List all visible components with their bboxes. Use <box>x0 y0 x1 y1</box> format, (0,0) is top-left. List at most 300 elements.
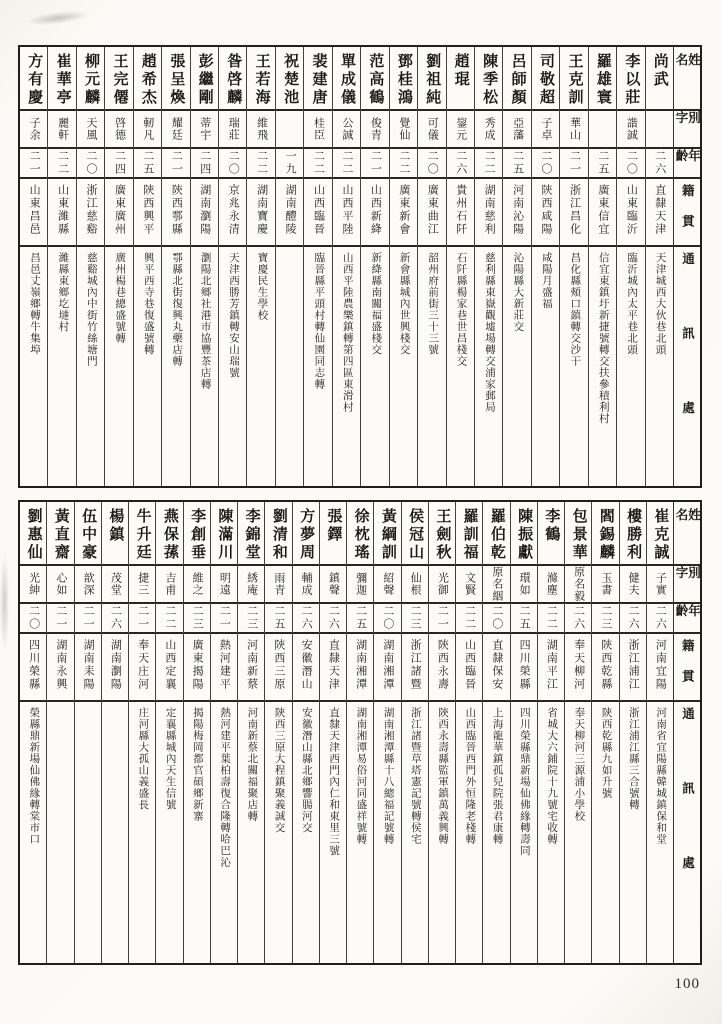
entry-name: 陳滿川 <box>216 508 233 562</box>
entry-native: 河南沁陽 <box>511 184 524 236</box>
entry-age: 二二 <box>483 150 496 176</box>
entry-name: 黃綱訓 <box>379 508 396 562</box>
entry-address-cell <box>134 247 161 486</box>
entry-name-cell <box>347 502 373 566</box>
header-native-place-cell <box>674 179 700 247</box>
entry-age-cell <box>247 149 274 179</box>
entry-age: 二二 <box>312 150 325 176</box>
header-age-cell <box>674 604 700 634</box>
entry-name-cell <box>447 47 474 111</box>
entry-age: 二五 <box>354 605 367 631</box>
entry-age: 二六 <box>327 605 340 631</box>
header-courtesy-label: 別字 <box>674 111 700 131</box>
entry-address: 咸陽月盛福 <box>540 252 552 310</box>
entry-native: 廣東新會 <box>397 184 410 236</box>
entry-age-cell <box>48 149 75 179</box>
entry-courtesy-cell <box>483 566 509 604</box>
entry-age: 二〇 <box>540 150 553 176</box>
entry-column <box>190 47 218 486</box>
entry-native: 廣東揭陽 <box>191 639 204 691</box>
entry-name-cell <box>247 47 274 111</box>
entry-native-cell <box>265 634 291 702</box>
entry-address: 新會縣城內世興棧交 <box>398 252 410 356</box>
entry-courtesy: 俊青 <box>369 117 382 141</box>
entry-address-cell <box>162 247 189 486</box>
entry-age: 二二 <box>397 150 410 176</box>
entry-address-cell <box>511 702 537 963</box>
entry-native-cell <box>565 634 591 702</box>
entry-courtesy-cell <box>20 566 46 604</box>
entry-courtesy-cell <box>429 566 455 604</box>
entry-age: 二三 <box>599 605 612 631</box>
entry-name-cell <box>134 47 161 111</box>
entry-age-cell <box>265 604 291 634</box>
entry-address-cell <box>617 247 644 486</box>
entry-native-cell <box>532 179 559 247</box>
entry-courtesy-cell <box>361 111 388 149</box>
entry-address: 陝西乾縣九如升號 <box>600 707 612 799</box>
entry-courtesy-cell <box>592 566 618 604</box>
entry-name-cell <box>102 502 128 566</box>
entry-native-cell <box>134 179 161 247</box>
entry-age: 二二 <box>463 605 476 631</box>
entry-age: 二一 <box>436 605 449 631</box>
entry-column <box>531 47 559 486</box>
entry-courtesy-cell <box>238 566 264 604</box>
entry-courtesy: 瑞莊 <box>227 117 240 141</box>
entry-native-cell <box>483 634 509 702</box>
entry-column <box>588 47 616 486</box>
entry-name: 王若海 <box>253 53 270 107</box>
header-name-cell <box>674 47 700 111</box>
entry-age: 二二 <box>56 150 69 176</box>
entry-name: 牛升廷 <box>134 508 151 562</box>
entry-native: 山東濰縣 <box>56 184 69 236</box>
entry-name-cell <box>184 502 210 566</box>
entry-native-cell <box>418 179 445 247</box>
entry-name-cell <box>47 502 73 566</box>
entry-native-cell <box>620 634 646 702</box>
entry-age-cell <box>532 149 559 179</box>
entry-courtesy: 蒂宇 <box>198 117 211 141</box>
entry-courtesy: 綉庵 <box>245 572 258 596</box>
header-native-place-label: 籍貫 <box>680 639 695 700</box>
entry-name-cell <box>511 502 537 566</box>
entry-courtesy-cell <box>48 111 75 149</box>
entry-courtesy: 雨青 <box>272 572 285 596</box>
entry-column <box>292 502 319 963</box>
entry-column <box>183 502 210 963</box>
entry-address-cell <box>265 702 291 963</box>
entry-column <box>246 47 274 486</box>
entry-column <box>101 502 128 963</box>
entry-name-cell <box>320 502 346 566</box>
entry-age: 二六 <box>109 605 122 631</box>
entry-name: 趙希杰 <box>139 53 156 107</box>
entry-courtesy: 文賢 <box>463 572 476 596</box>
entry-name-cell <box>20 502 46 566</box>
entry-native-cell <box>447 179 474 247</box>
entry-name: 裴建唐 <box>310 53 327 107</box>
entry-age-cell <box>565 604 591 634</box>
entry-age: 二三 <box>409 605 422 631</box>
entry-column <box>564 502 591 963</box>
entry-age-cell <box>47 604 73 634</box>
header-address-label: 通訊處 <box>680 252 695 476</box>
entry-age: 二五 <box>596 150 609 176</box>
entry-name-cell <box>503 47 530 111</box>
entry-age-cell <box>320 604 346 634</box>
entry-column <box>619 502 646 963</box>
entry-address: 山西臨晉西門外恒隆老棧轉 <box>464 707 476 845</box>
entry-age-cell <box>511 604 537 634</box>
entry-courtesy: 覺仙 <box>397 117 410 141</box>
entry-courtesy: 子卓 <box>540 117 553 141</box>
entry-name: 楊鎮 <box>107 508 124 544</box>
entry-age-cell <box>456 604 482 634</box>
entry-name: 方有慶 <box>26 53 43 107</box>
entry-address: 臨晉縣平頭村轉仙園同志轉 <box>313 252 325 390</box>
entry-address-cell <box>129 702 155 963</box>
entry-native: 陝西永壽 <box>436 639 449 691</box>
header-address-cell <box>674 247 700 486</box>
entry-name-cell <box>238 502 264 566</box>
entry-native-cell <box>219 179 246 247</box>
entry-age: 二三 <box>191 605 204 631</box>
entry-native: 湖南永興 <box>54 639 67 691</box>
entry-column <box>591 502 618 963</box>
entry-native-cell <box>647 634 673 702</box>
entry-address-cell <box>276 247 303 486</box>
entry-native-cell <box>511 634 537 702</box>
entry-column <box>646 502 673 963</box>
entry-native-cell <box>162 179 189 247</box>
entry-name-cell <box>617 47 644 111</box>
entry-name-cell <box>589 47 616 111</box>
entry-name-cell <box>538 502 564 566</box>
entry-native: 山西定襄 <box>163 639 176 691</box>
entry-native: 浙江諸暨 <box>409 639 422 691</box>
entry-courtesy-cell <box>304 111 331 149</box>
entry-native: 山西臨晉 <box>312 184 325 236</box>
entry-courtesy: 吉甫 <box>163 572 176 596</box>
entry-address: 山西平陸農樂鎮轉第四區東滑村 <box>341 252 353 413</box>
entry-name-cell <box>77 47 104 111</box>
entry-native-cell <box>475 179 502 247</box>
entry-native-cell <box>402 634 428 702</box>
entry-name-cell <box>75 502 101 566</box>
entry-courtesy: 捷三 <box>136 572 149 596</box>
entry-name-cell <box>620 502 646 566</box>
entry-age-cell <box>429 604 455 634</box>
entry-name-cell <box>475 47 502 111</box>
entry-address-cell <box>247 247 274 486</box>
header-address-label: 通訊處 <box>680 707 695 931</box>
entry-address: 揭陽梅岡都官碩鄉新寨 <box>191 707 203 822</box>
entry-native: 湖南瀏陽 <box>198 184 211 236</box>
entry-address-cell <box>105 247 132 486</box>
entry-name-cell <box>129 502 155 566</box>
entry-native-cell <box>538 634 564 702</box>
entry-address: 四川榮縣鼎新場仙佛緣轉壽同 <box>518 707 530 857</box>
entry-courtesy-cell <box>102 566 128 604</box>
entry-courtesy-cell <box>320 566 346 604</box>
entry-address-cell <box>565 702 591 963</box>
entry-name: 包景華 <box>570 508 587 562</box>
entry-address: 河南新蔡北關福聚店轉 <box>246 707 258 822</box>
entry-name-cell <box>276 47 303 111</box>
entry-native-cell <box>592 634 618 702</box>
entry-age: 二二 <box>545 605 558 631</box>
entry-name-cell <box>402 502 428 566</box>
entry-courtesy: 明遠 <box>218 572 231 596</box>
entry-name-cell <box>156 502 182 566</box>
entry-address-cell <box>347 702 373 963</box>
entry-courtesy-cell <box>456 566 482 604</box>
entry-courtesy: 公誠 <box>340 117 353 141</box>
entry-courtesy-cell <box>475 111 502 149</box>
entry-address-cell <box>238 702 264 963</box>
entry-name: 尚武 <box>651 53 668 89</box>
entry-courtesy: 健夫 <box>627 572 640 596</box>
entry-native-cell <box>320 634 346 702</box>
entry-native: 奉天庄河 <box>136 639 149 691</box>
entry-age: 二〇 <box>381 605 394 631</box>
entry-column <box>104 47 132 486</box>
entry-native-cell <box>646 179 673 247</box>
entry-age-cell <box>129 604 155 634</box>
entry-name: 李鶴 <box>543 508 560 544</box>
entry-column <box>303 47 331 486</box>
entry-courtesy-cell <box>47 566 73 604</box>
entry-native-cell <box>247 179 274 247</box>
entry-courtesy-cell <box>402 566 428 604</box>
entry-column <box>346 502 373 963</box>
header-name-cell <box>674 502 700 566</box>
entry-courtesy-cell <box>390 111 417 149</box>
entry-column <box>210 502 237 963</box>
entry-courtesy-cell <box>184 566 210 604</box>
entry-age: 二一 <box>170 150 183 176</box>
entry-courtesy-cell <box>191 111 218 149</box>
entry-address-cell <box>483 702 509 963</box>
entry-column <box>417 47 445 486</box>
entry-column <box>428 502 455 963</box>
entry-courtesy-cell <box>503 111 530 149</box>
entry-name: 劉惠仙 <box>25 508 42 562</box>
entry-age: 二一 <box>369 150 382 176</box>
entry-age-cell <box>361 149 388 179</box>
entry-courtesy-cell <box>105 111 132 149</box>
entry-name: 范高鶴 <box>367 53 384 107</box>
entry-name: 崔克誠 <box>652 508 669 562</box>
entry-name: 昝啓麟 <box>225 53 242 107</box>
header-native-place-cell <box>674 634 700 702</box>
entry-native-cell <box>156 634 182 702</box>
entry-column <box>360 47 388 486</box>
entry-address: 奉天柳河三源浦小學校 <box>573 707 585 822</box>
entry-name-cell <box>105 47 132 111</box>
entry-column <box>319 502 346 963</box>
entry-native: 直隸天津 <box>653 184 666 236</box>
entry-column <box>46 502 73 963</box>
entry-age: 一九 <box>284 150 297 176</box>
entry-name: 柳元麟 <box>83 53 100 107</box>
entry-native: 河南新蔡 <box>245 639 258 691</box>
entry-native-cell <box>102 634 128 702</box>
entry-address: 石阡縣楊家巷世昌棧交 <box>455 252 467 367</box>
entry-native-cell <box>560 179 587 247</box>
entry-address: 河南省宜陽縣韓城鎮保和堂 <box>655 707 667 845</box>
entry-native: 湖南瀏陽 <box>109 639 122 691</box>
entry-address-cell <box>592 702 618 963</box>
entry-native: 湖南慈利 <box>483 184 496 236</box>
entry-column <box>128 502 155 963</box>
entry-courtesy: 原名毅 <box>572 566 585 602</box>
entry-age-cell <box>538 604 564 634</box>
entry-name: 李以莊 <box>623 53 640 107</box>
entry-name-cell <box>565 502 591 566</box>
entry-age: 二一 <box>568 150 581 176</box>
entry-name-cell <box>646 47 673 111</box>
entry-courtesy-cell <box>129 566 155 604</box>
register-sheet <box>18 45 702 965</box>
entry-name: 侯冠山 <box>407 508 424 562</box>
entry-name-cell <box>429 502 455 566</box>
entry-age: 二六 <box>300 605 313 631</box>
entry-native-cell <box>47 634 73 702</box>
entry-courtesy: 鋆元 <box>454 117 467 141</box>
entry-native: 浙江慈谿 <box>85 184 98 236</box>
entry-age: 二〇 <box>490 605 503 631</box>
entry-native: 湖南醴陵 <box>284 184 297 236</box>
entry-native-cell <box>333 179 360 247</box>
entry-column <box>76 47 104 486</box>
entry-native: 山西新絳 <box>369 184 382 236</box>
page-number: 100 <box>674 976 700 992</box>
entry-column <box>474 47 502 486</box>
entry-age: 二六 <box>653 150 666 176</box>
entry-courtesy: 環如 <box>518 572 531 596</box>
entry-address: 天津西勝芳鎮轉安山瑞號 <box>228 252 240 379</box>
entry-native-cell <box>361 179 388 247</box>
entry-native: 廣東信宜 <box>596 184 609 236</box>
entry-native-cell <box>75 634 101 702</box>
entry-column <box>455 502 482 963</box>
entry-courtesy-cell <box>538 566 564 604</box>
entry-column <box>446 47 474 486</box>
entry-courtesy: 光御 <box>436 572 449 596</box>
entry-address-cell <box>560 247 587 486</box>
entry-age: 二五 <box>511 150 524 176</box>
entry-native-cell <box>429 634 455 702</box>
entry-native-cell <box>191 179 218 247</box>
entry-address-cell <box>475 247 502 486</box>
entry-address: 昌邑丈嶺鄉轉牛集埠 <box>28 252 40 356</box>
entry-age: 二三 <box>245 605 258 631</box>
entry-native: 山東昌邑 <box>28 184 41 236</box>
entry-age-cell <box>293 604 319 634</box>
entry-column <box>482 502 509 963</box>
entry-age: 二五 <box>141 150 154 176</box>
entry-name-cell <box>304 47 331 111</box>
entry-age: 二二 <box>255 150 268 176</box>
entry-courtesy: 心如 <box>54 572 67 596</box>
entry-address: 韶州府前街三十三號 <box>427 252 439 356</box>
entry-native-cell <box>77 179 104 247</box>
entry-column <box>502 47 530 486</box>
entry-name-cell <box>219 47 246 111</box>
entry-age: 二〇 <box>625 150 638 176</box>
entry-name: 司敬超 <box>538 53 555 107</box>
entry-address: 陝西三原大程鎮聚義誠交 <box>273 707 285 834</box>
entry-native-cell <box>238 634 264 702</box>
entry-courtesy-cell <box>447 111 474 149</box>
entry-native: 浙江昌化 <box>568 184 581 236</box>
header-age-label: 年齡 <box>674 604 700 620</box>
entry-native-cell <box>589 179 616 247</box>
entry-courtesy-cell <box>620 566 646 604</box>
entry-address: 湖南湘潭易俗河同盛祥號轉 <box>355 707 367 845</box>
entry-name-cell <box>361 47 388 111</box>
entry-column <box>510 502 537 963</box>
entry-column <box>616 47 644 486</box>
entry-address-cell <box>456 702 482 963</box>
entry-column <box>74 502 101 963</box>
entry-courtesy-cell <box>134 111 161 149</box>
entry-age: 二四 <box>198 150 211 176</box>
entry-name: 李錦堂 <box>243 508 260 562</box>
entry-courtesy-cell <box>511 566 537 604</box>
entry-name-cell <box>48 47 75 111</box>
entry-address: 慈利縣東嶽觀墟場轉交浦家郵局 <box>483 252 495 413</box>
entry-courtesy-cell <box>276 111 303 149</box>
entry-native-cell <box>129 634 155 702</box>
entry-address: 昌化縣頰口鎮轉交沙干 <box>569 252 581 367</box>
entry-courtesy-cell <box>347 566 373 604</box>
entry-native-cell <box>374 634 400 702</box>
entry-name: 劉清和 <box>270 508 287 562</box>
entry-address: 定襄縣城內天生信號 <box>164 707 176 811</box>
entry-name: 王克訓 <box>566 53 583 107</box>
entry-age: 二一 <box>28 150 41 176</box>
entry-address-cell <box>211 702 237 963</box>
entry-courtesy: 鎮聲 <box>327 572 340 596</box>
entry-address-cell <box>20 247 47 486</box>
entry-column <box>218 47 246 486</box>
entry-age-cell <box>134 149 161 179</box>
entry-address-cell <box>219 247 246 486</box>
entry-native-cell <box>617 179 644 247</box>
entry-native-cell <box>20 634 46 702</box>
entry-column <box>47 47 75 486</box>
entry-age-cell <box>20 604 46 634</box>
entry-courtesy-cell <box>646 111 673 149</box>
entry-age: 二六 <box>627 605 640 631</box>
entry-native: 京兆永清 <box>227 184 240 236</box>
entry-column <box>20 502 46 963</box>
entry-native: 山西臨晉 <box>463 639 476 691</box>
entry-native: 陝西三原 <box>272 639 285 691</box>
entry-name: 方夢周 <box>298 508 315 562</box>
entry-courtesy-cell <box>293 566 319 604</box>
entry-age-cell <box>102 604 128 634</box>
entry-age-cell <box>374 604 400 634</box>
entry-age: 二〇 <box>426 150 439 176</box>
entry-column <box>645 47 673 486</box>
entry-address-cell <box>447 247 474 486</box>
entry-address: 信宜東鎮圩新捷號轉交扶參積利村 <box>597 252 609 425</box>
